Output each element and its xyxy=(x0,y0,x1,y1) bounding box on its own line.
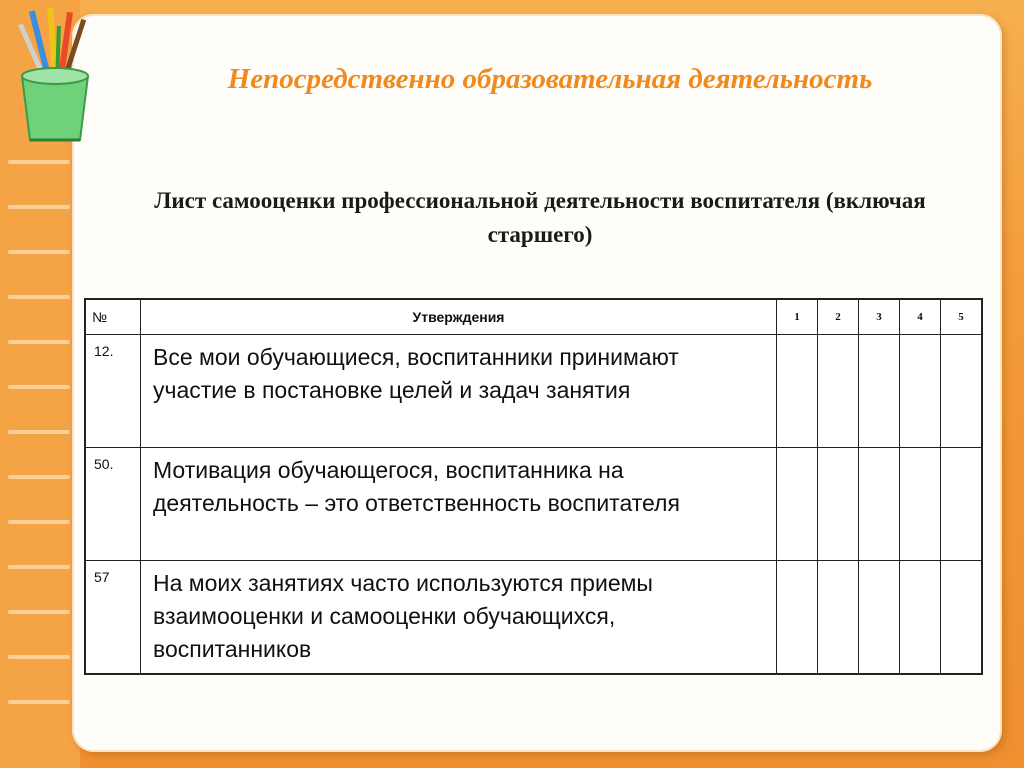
score-cell-1[interactable] xyxy=(777,561,818,675)
score-cell-3[interactable] xyxy=(859,335,900,448)
score-cell-5[interactable] xyxy=(941,561,983,675)
pencil-cup-icon xyxy=(8,8,103,148)
page-title: Непосредственно образовательная деятельность xyxy=(227,63,873,95)
row-statement: Все мои обучающиеся, воспитанники принимают участие в постановке целей и задач занятия xyxy=(141,335,777,448)
score-cell-2[interactable] xyxy=(818,561,859,675)
header-number: № xyxy=(85,299,141,335)
score-cell-5[interactable] xyxy=(941,335,983,448)
score-cell-4[interactable] xyxy=(900,335,941,448)
score-cell-3[interactable] xyxy=(859,448,900,561)
table-row xyxy=(85,448,982,561)
score-cell-1[interactable] xyxy=(777,448,818,561)
header-score-4: 4 xyxy=(900,299,941,335)
table-row xyxy=(85,561,982,675)
score-cell-5[interactable] xyxy=(941,448,983,561)
row-number: 57 xyxy=(85,561,141,675)
score-cell-4[interactable] xyxy=(900,561,941,675)
row-number: 50. xyxy=(85,448,141,561)
self-assessment-table xyxy=(84,298,983,675)
header-score-1: 1 xyxy=(777,299,818,335)
row-statement: На моих занятиях часто используются приемы взаимооценки и самооценки обучающихся, воспитанников xyxy=(141,561,777,675)
table-header-row xyxy=(85,299,982,335)
header-score-2: 2 xyxy=(818,299,859,335)
score-cell-4[interactable] xyxy=(900,448,941,561)
row-statement: Мотивация обучающегося, воспитанника на деятельность – это ответственность воспитателя xyxy=(141,448,777,561)
score-cell-3[interactable] xyxy=(859,561,900,675)
table-row xyxy=(85,335,982,448)
score-cell-1[interactable] xyxy=(777,335,818,448)
header-score-3: 3 xyxy=(859,299,900,335)
header-score-5: 5 xyxy=(941,299,983,335)
score-cell-2[interactable] xyxy=(818,448,859,561)
row-number: 12. xyxy=(85,335,141,448)
score-cell-2[interactable] xyxy=(818,335,859,448)
sheet-subtitle: Лист самооценки профессиональной деятельности воспитателя (включая старшего) xyxy=(154,188,926,247)
header-statement: Утверждения xyxy=(141,299,777,335)
